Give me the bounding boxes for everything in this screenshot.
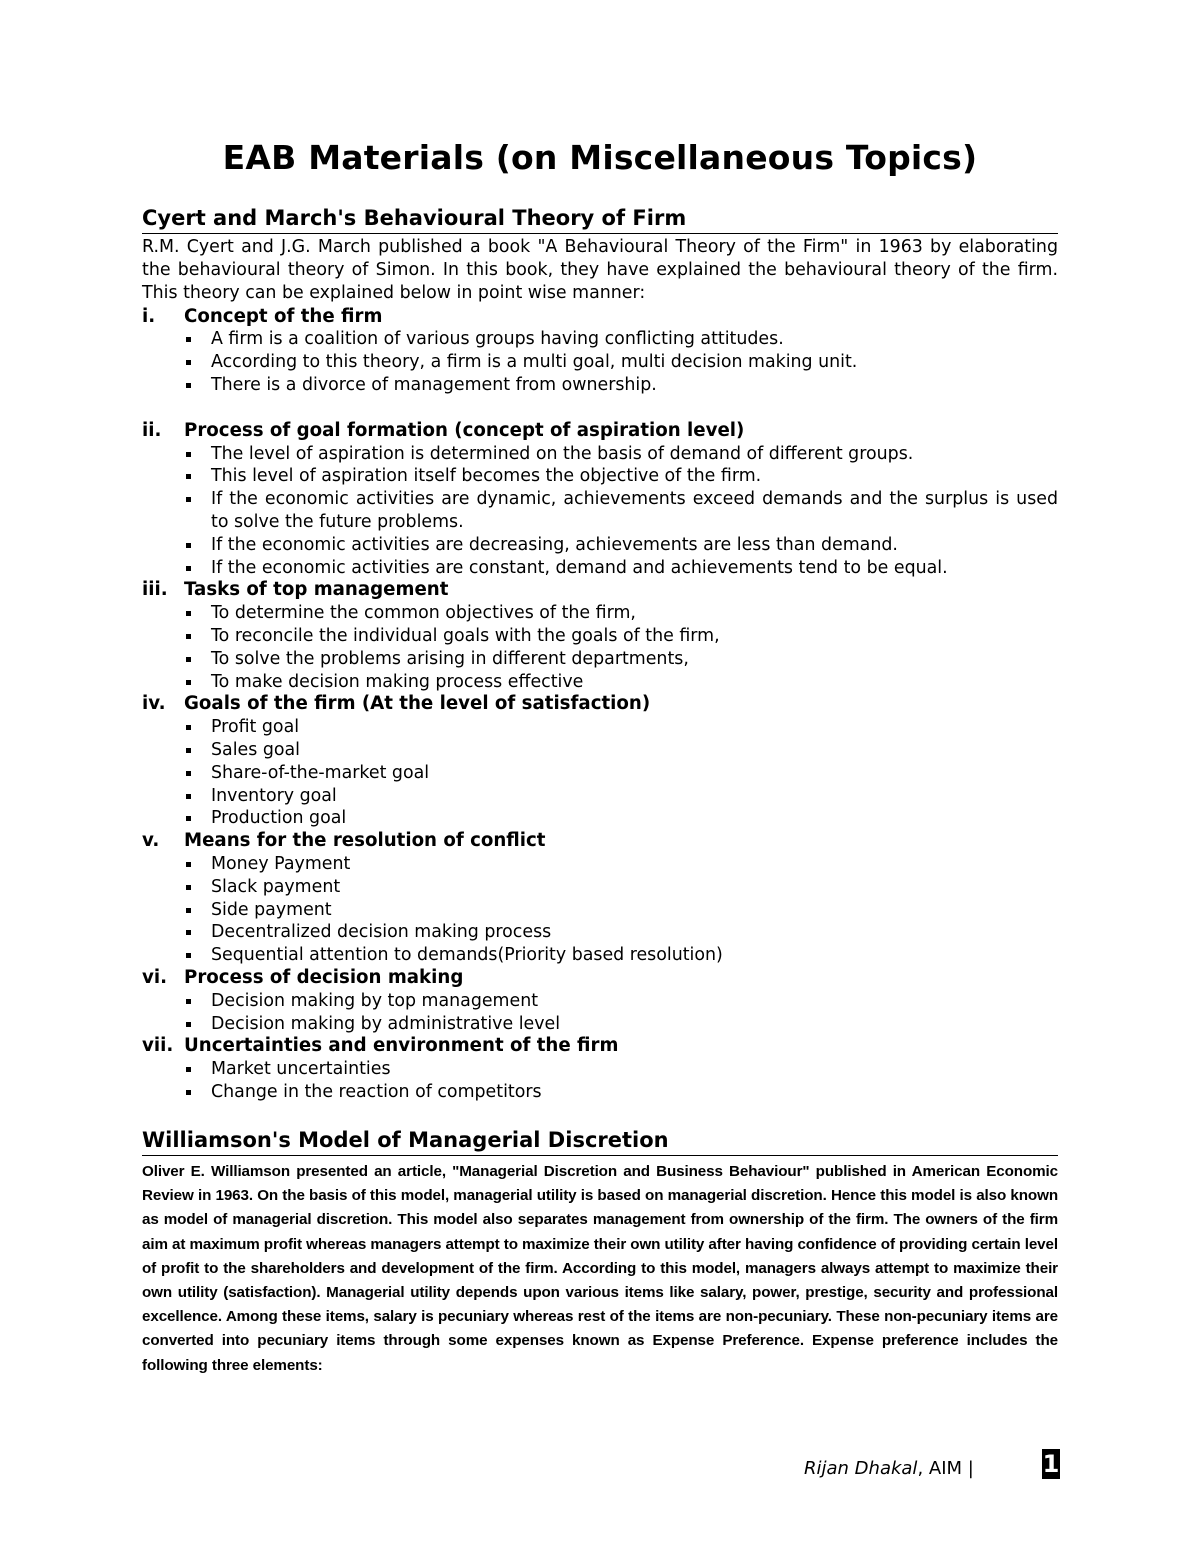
bullet-text: Decision making by top management <box>211 990 539 1011</box>
bullet-text: Market uncertainties <box>211 1059 391 1080</box>
section-intro: R.M. Cyert and J.G. March published a book "A Behavioural Theory of the Firm" in 1963 by elaborating the behavioural theory of Simon. In this book, they have explained the behavioural theory of the firm. This theory can be explained below in point wise manner: <box>142 237 1058 304</box>
bullet-text: Sequential attention to demands(Priority based resolution) <box>211 945 723 966</box>
section-paragraph: Oliver E. Williamson presented an article, "Managerial Discretion and Business Behaviour" published in American Economic Review in 1963. On the basis of this model, managerial utility is based on managerial discretion. Hence this model is also known as model of managerial discretion. This model also separates management from ownership of the firm. The owners of the firm aim at maximum profit whereas managers attempt to maximize their own utility after having confidence of providing certain level of profit to the shareholders and development of the firm. According to this model, managers always attempt to maximize their own utility (satisfaction). Managerial utility depends upon various items like salary, power, prestige, security and professional excellence. Among these items, salary is pecuniary whereas rest of the items are non-pecuniary. These non-pecuniary items are converted into pecuniary items through some expenses known as Expense Preference. Expense preference includes the following three elements: <box>142 1163 1058 1374</box>
list-item-title: Goals of the firm (At the level of satisfaction) <box>184 693 651 715</box>
square-bullet-icon <box>186 634 191 639</box>
bullet-text: If the economic activities are constant, demand and achievements tend to be equal. <box>211 557 948 578</box>
square-bullet-icon <box>186 999 191 1004</box>
bullet-text: Profit goal <box>211 717 300 738</box>
bullet-item <box>142 739 1058 762</box>
bullet-item <box>142 1081 1058 1104</box>
list-item-title: Process of decision making <box>184 966 464 988</box>
bullet-item <box>142 625 1058 648</box>
bullet-item <box>142 671 1058 694</box>
bullet-text: There is a divorce of management from ownership. <box>211 375 657 395</box>
bullet-list <box>142 853 1058 967</box>
bullet-text: If the economic activities are decreasing, achievements are less than demand. <box>211 534 898 555</box>
square-bullet-icon <box>186 908 191 913</box>
bullet-list <box>142 716 1058 830</box>
bullet-text: To reconcile the individual goals with the goals of the firm, <box>211 625 720 646</box>
square-bullet-icon <box>186 383 191 388</box>
bullet-item <box>142 602 1058 625</box>
bullet-item <box>142 557 1058 580</box>
bullet-text: To determine the common objectives of the firm, <box>211 603 636 624</box>
bullet-item <box>142 921 1058 944</box>
list-item-number: ii. <box>142 419 162 441</box>
bullet-item <box>142 853 1058 876</box>
list-item <box>142 579 1058 693</box>
section-williamson <box>142 1127 1058 1378</box>
list-item-title: Concept of the firm <box>184 305 383 327</box>
bullet-text: Decentralized decision making process <box>211 922 552 943</box>
bullet-text: This level of aspiration itself becomes the objective of the firm. <box>211 466 762 487</box>
page-number: 1 <box>1042 1450 1060 1478</box>
square-bullet-icon <box>186 771 191 776</box>
bullet-list <box>142 990 1058 1036</box>
bullet-text: Money Payment <box>211 853 351 874</box>
bullet-list <box>142 328 1058 396</box>
bullet-item <box>142 488 1058 534</box>
list-item-title: Tasks of top management <box>184 579 449 601</box>
bullet-text: To make decision making process effective <box>211 671 584 692</box>
square-bullet-icon <box>186 885 191 890</box>
square-bullet-icon <box>186 566 191 571</box>
square-bullet-icon <box>186 748 191 753</box>
section-heading: Cyert and March's Behavioural Theory of Firm <box>142 205 1058 234</box>
bullet-list <box>142 602 1058 693</box>
square-bullet-icon <box>186 474 191 479</box>
list-item-number: v. <box>142 830 160 852</box>
list-item <box>142 420 1058 580</box>
bullet-text: If the economic activities are dynamic, achievements exceed demands and the surplus is used to solve the future problems. <box>211 489 1058 532</box>
bullet-text: Production goal <box>211 808 347 829</box>
bullet-item <box>142 807 1058 830</box>
square-bullet-icon <box>186 452 191 457</box>
square-bullet-icon <box>186 953 191 958</box>
page-footer <box>804 1458 974 1479</box>
bullet-item <box>142 899 1058 922</box>
bullet-item <box>142 351 1058 374</box>
list-item-heading <box>142 830 1058 853</box>
list-item-number: iv. <box>142 693 166 715</box>
bullet-item <box>142 1058 1058 1081</box>
square-bullet-icon <box>186 543 191 548</box>
square-bullet-icon <box>186 725 191 730</box>
list-item-heading <box>142 579 1058 602</box>
square-bullet-icon <box>186 816 191 821</box>
list-item-title: Process of goal formation (concept of aspiration level) <box>184 419 745 441</box>
bullet-text: According to this theory, a firm is a multi goal, multi decision making unit. <box>211 352 858 373</box>
square-bullet-icon <box>186 1022 191 1027</box>
bullet-text: Share-of-the-market goal <box>211 762 430 783</box>
list-item-number: i. <box>142 305 156 327</box>
bullet-text: The level of aspiration is determined on the basis of demand of different groups. <box>211 443 914 464</box>
bullet-item <box>142 990 1058 1013</box>
numbered-list <box>142 306 1058 1104</box>
list-item-number: vii. <box>142 1035 174 1057</box>
list-item-heading <box>142 967 1058 990</box>
bullet-item <box>142 716 1058 739</box>
bullet-text: Side payment <box>211 899 332 920</box>
bullet-text: A firm is a coalition of various groups having conflicting attitudes. <box>211 329 784 350</box>
footer-org: , AIM | <box>917 1458 974 1479</box>
square-bullet-icon <box>186 862 191 867</box>
square-bullet-icon <box>186 680 191 685</box>
list-item-heading <box>142 1035 1058 1058</box>
square-bullet-icon <box>186 930 191 935</box>
section-cyert-march <box>142 205 1058 1104</box>
square-bullet-icon <box>186 611 191 616</box>
bullet-text: To solve the problems arising in different departments, <box>211 648 689 669</box>
square-bullet-icon <box>186 1090 191 1095</box>
square-bullet-icon <box>186 1067 191 1072</box>
bullet-text: Sales goal <box>211 739 300 760</box>
square-bullet-icon <box>186 794 191 799</box>
bullet-text: Decision making by administrative level <box>211 1013 561 1034</box>
list-item <box>142 1035 1058 1103</box>
bullet-text: Change in the reaction of competitors <box>211 1081 542 1102</box>
list-item <box>142 967 1058 1035</box>
bullet-item <box>142 785 1058 808</box>
list-item-number: iii. <box>142 579 168 601</box>
bullet-list <box>142 443 1058 580</box>
list-item-title: Uncertainties and environment of the firm <box>184 1035 619 1057</box>
page-title: EAB Materials (on Miscellaneous Topics) <box>222 138 978 177</box>
bullet-item <box>142 762 1058 785</box>
footer-author: Rijan Dhakal <box>804 1458 918 1479</box>
list-item <box>142 306 1058 420</box>
bullet-item <box>142 443 1058 466</box>
square-bullet-icon <box>186 657 191 662</box>
bullet-text: Slack payment <box>211 876 341 897</box>
list-item <box>142 693 1058 830</box>
bullet-list <box>142 1058 1058 1104</box>
list-item-heading <box>142 693 1058 716</box>
bullet-item <box>142 876 1058 899</box>
bullet-text: Inventory goal <box>211 785 337 806</box>
square-bullet-icon <box>186 497 191 502</box>
bullet-item <box>142 465 1058 488</box>
list-item-number: vi. <box>142 966 167 988</box>
square-bullet-icon <box>186 360 191 365</box>
list-item <box>142 830 1058 967</box>
section-heading: Williamson's Model of Managerial Discretion <box>142 1127 1058 1156</box>
list-item-heading <box>142 306 1058 329</box>
bullet-item <box>142 534 1058 557</box>
spacer <box>142 397 1058 420</box>
list-item-heading <box>142 420 1058 443</box>
bullet-item <box>142 328 1058 351</box>
bullet-item <box>142 1013 1058 1036</box>
list-item-title: Means for the resolution of conflict <box>184 830 546 852</box>
bullet-item <box>142 944 1058 967</box>
bullet-item <box>142 374 1058 397</box>
bullet-item <box>142 648 1058 671</box>
square-bullet-icon <box>186 337 191 342</box>
